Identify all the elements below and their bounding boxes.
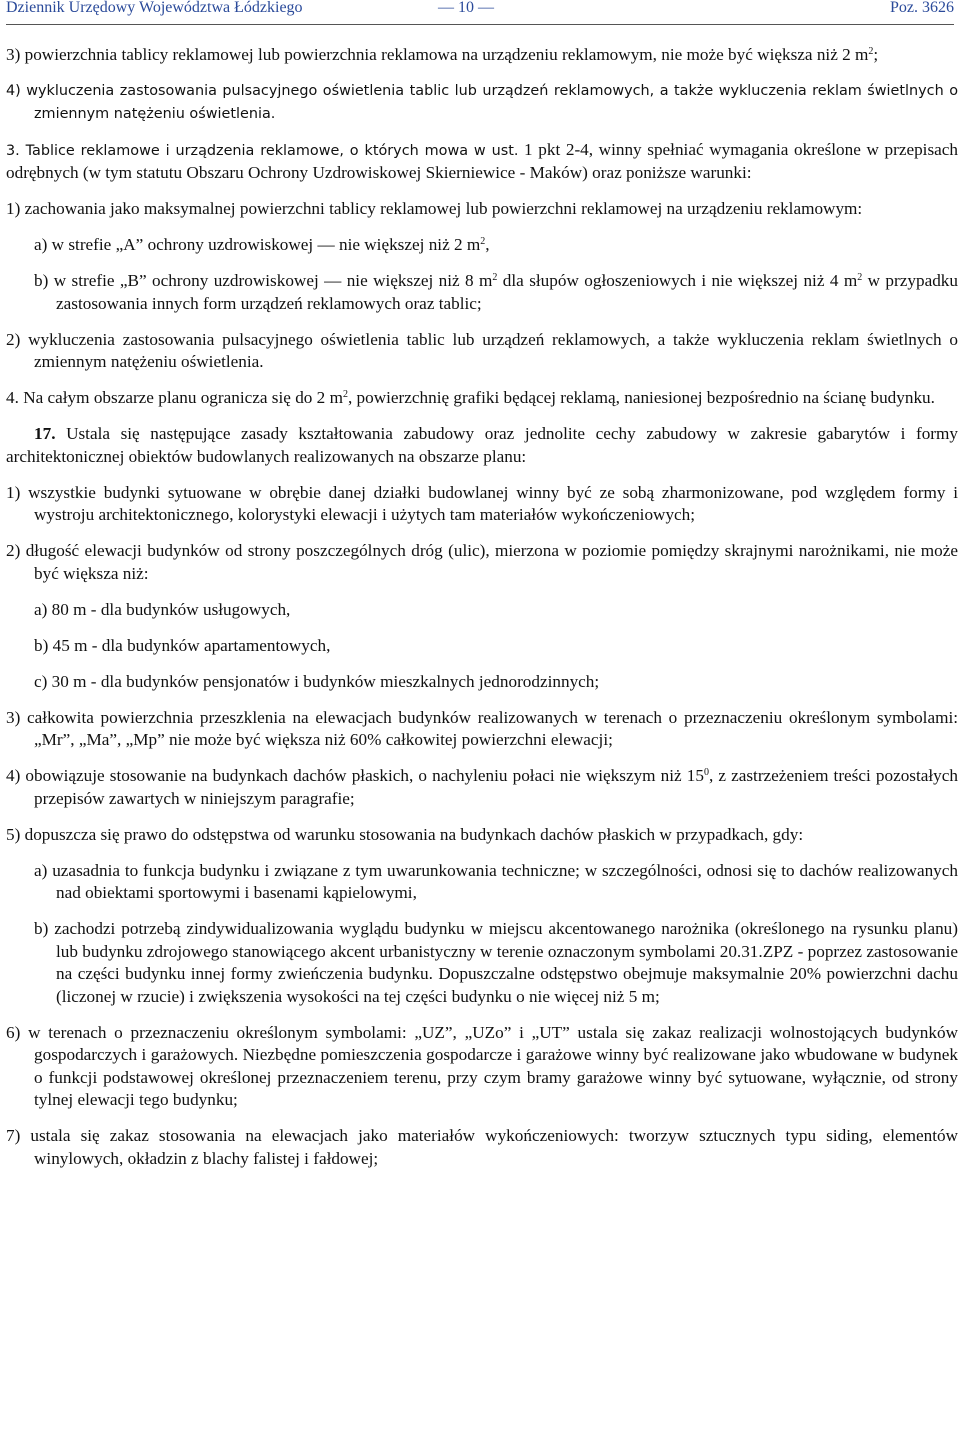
superscript: 2: [857, 272, 863, 283]
section-number: 17.: [34, 424, 56, 443]
paragraph-text-end: , z zastrzeżeniem treści pozostałych przepisów zawartych w niniejszym paragrafie;: [34, 766, 958, 808]
section-3-text: 1 pkt 2-4, winny spełniać wymagania określone w przepisach odrębnych (w tym statutu Obszaru Ochrony Uzdrowiskowej Skierniewice - Maków) oraz poniższe warunki:: [6, 139, 958, 182]
paragraph-text: b) w strefie „B” ochrony uzdrowiskowej — nie większej niż 8 m: [34, 271, 493, 290]
paragraph-text: 3) powierzchnia tablicy reklamowej lub powierzchnia reklamowa na urządzeniu reklamowym, nie może być większa niż 2 m: [6, 45, 869, 64]
document-body: [6, 44, 958, 1170]
paragraph-text-end: ;: [873, 45, 879, 64]
paragraph-rule-5a: a) uzasadnia to funkcja budynku i związane z tym uwarunkowania techniczne; w szczególności, odnosi się to dachów realizowanych nad obiektami sportowymi i basenami kąpielowymi,: [34, 860, 958, 902]
paragraph-rule-2c: c) 30 m - dla budynków pensjonatów i budynków mieszkalnych jednorodzinnych;: [34, 671, 600, 691]
paragraph-section-4: [6, 387, 958, 410]
paragraph-text: Ustala się następujące zasady kształtowania zabudowy oraz jednolite cechy zabudowy w zakresie gabarytów i formy architektonicznej obiektów budowlanych realizowanych na obszarze planu:: [6, 424, 958, 466]
superscript: 2: [342, 389, 348, 400]
paragraph-rule-7: 7) ustala się zakaz stosowania na elewacjach jako materiałów wykończeniowych: tworzyw sztucznych typu siding, elementów winylowych, okładzin z blachy falistej i fałdowej;: [6, 1126, 958, 1168]
page-number: — 10 —: [438, 0, 494, 16]
paragraph-item-3: [6, 44, 958, 67]
paragraph-rule-6: 6) w terenach o przeznaczeniu określonym symbolami: „UZ”, „UZo” i „UT” ustala się zakaz realizacji wolnostojących budynków gospodarczych i garażowych. Niezbędne pomieszczenia gospodarcze i garażowe winny być realizowane jako wbudowane w budynek o funkcji podstawowej określonej przeznaczeniem terenu, przy czym bramy garażowe winny być sytuowane, wyłącznie, od strony tylnej elewacji tego budynku;: [6, 1022, 958, 1109]
paragraph-text: 4) obowiązuje stosowanie na budynkach dachów płaskich, o nachyleniu połaci nie większym niż 15: [6, 766, 704, 785]
superscript: 2: [868, 46, 874, 57]
page-header: [6, 0, 954, 26]
paragraph-rule-2a: a) 80 m - dla budynków usługowych,: [34, 599, 291, 619]
paragraph-rule-5: 5) dopuszcza się prawo do odstępstwa od warunku stosowania na budynkach dachów płaskich w przypadkach, gdy:: [6, 824, 804, 844]
superscript: 2: [480, 236, 486, 247]
paragraph-rule-5b: b) zachodzi potrzebą zindywidualizowania wyglądu budynku w miejscu akcentowanego narożnika (określonego na rysunku planu) lub budynku zdrojowego stanowiącego akcent urbanistyczny w terenie oznaczonym symbolami 20.31.ZPZ - poprzez zastosowanie na części budynku innej formy zwieńczenia budynku. Dopuszczalne odstępstwo obejmuje maksymalnie 20% powierzchni dachu (liczonej w rzucie) i zwiększenia wysokości na tej części budynku o nie więcej niż 5 m;: [34, 919, 958, 1006]
header-rule: [6, 24, 954, 25]
paragraph-condition-2: 2) wykluczenia zastosowania pulsacyjnego oświetlenia tablic lub urządzeń reklamowych, a także wykluczenia reklam świetlnych o zmiennym natężeniu oświetlenia.: [6, 329, 958, 371]
paragraph-item-4: 4) wykluczenia zastosowania pulsacyjnego oświetlenia tablic lub urządzeń reklamowych, a także wykluczenia reklam świetlnych o zmiennym natężeniu oświetlenia.: [6, 83, 958, 122]
paragraph-text-end: w przypadku zastosowania innych form urządzeń reklamowych oraz tablic;: [56, 271, 958, 313]
paragraph-text-end: , powierzchnię grafiki będącej reklamą, naniesionej bezpośrednio na ścianę budynku.: [347, 388, 935, 407]
paragraph-zone-a: [6, 234, 958, 257]
paragraph-section-3: [6, 139, 958, 185]
paragraph-zone-b: [6, 270, 958, 315]
section-3-lead: 3. Tablice reklamowe i urządzenia reklamowe, o których mowa w ust.: [6, 142, 519, 159]
paragraph-rule-2: 2) długość elewacji budynków od strony poszczególnych dróg (ulic), mierzona w poziomie pomiędzy skrajnymi narożnikami, nie może być większa niż:: [6, 541, 958, 583]
position-number: Poz. 3626: [890, 0, 954, 16]
superscript: 2: [492, 272, 498, 283]
paragraph-rule-1: 1) wszystkie budynki sytuowane w obrębie danej działki budowlanej winny być ze sobą zharmonizowane, pod względem formy i wystroju architektonicznego, kolorystyki elewacji i użytych tam materiałów wykończeniowych;: [6, 482, 958, 524]
journal-title: Dziennik Urzędowy Województwa Łódzkiego: [6, 0, 303, 16]
paragraph-text: a) w strefie „A” ochrony uzdrowiskowej — nie większej niż 2 m: [34, 235, 481, 254]
paragraph-text: 4. Na całym obszarze planu ogranicza się do 2 m: [6, 388, 343, 407]
paragraph-section-17: [6, 423, 958, 468]
paragraph-rule-3: 3) całkowita powierzchnia przeszklenia na elewacjach budynków realizowanych w terenach o przeznaczeniu określonym symbolami: „Mr”, „Ma”, „Mp” nie może być większa niż 60% całkowitej powierzchni elewacji;: [6, 707, 958, 749]
paragraph-rule-2b: b) 45 m - dla budynków apartamentowych,: [34, 635, 331, 655]
paragraph-rule-4: [6, 765, 958, 810]
paragraph-text: dla słupów ogłoszeniowych i nie większej niż 4 m: [497, 271, 858, 290]
paragraph-condition-1: 1) zachowania jako maksymalnej powierzchni tablicy reklamowej lub powierzchni reklamowej na urządzeniu reklamowym:: [6, 199, 863, 218]
superscript: 0: [703, 767, 709, 778]
paragraph-text-end: ,: [485, 235, 490, 254]
